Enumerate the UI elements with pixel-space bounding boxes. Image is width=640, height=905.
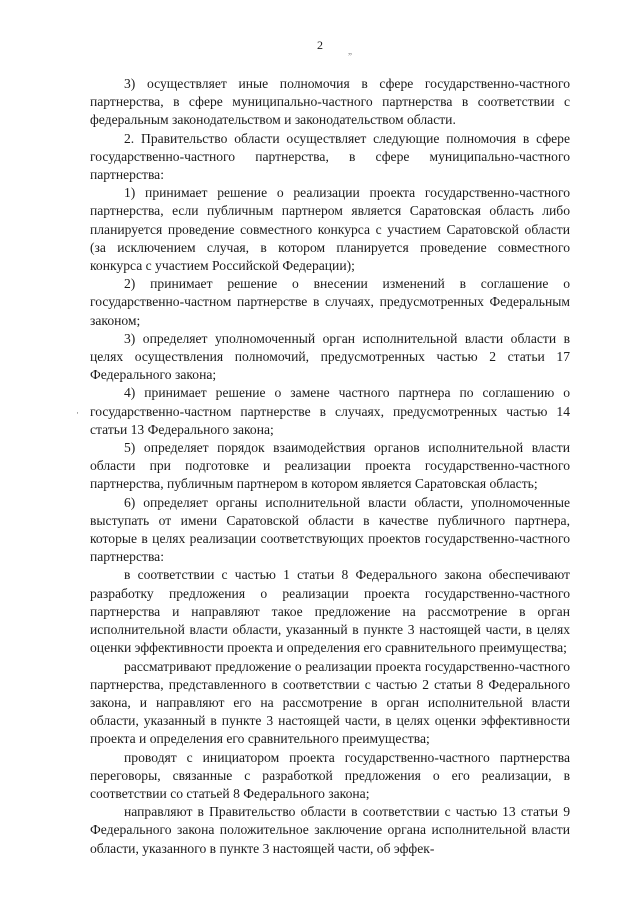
scan-mark: „: [348, 46, 352, 56]
document-body: [90, 75, 570, 858]
scan-dot: ·: [76, 408, 79, 418]
paragraph-section-2-intro: 2. Правительство области осуществляет следующие полномочия в сфере государственно-частного партнерства, в сфере муниципально-частного партнерства:: [90, 130, 570, 183]
paragraph-item-5: 5) определяет порядок взаимодействия органов исполнительной власти области при подготовке и реализации проекта государственно-частного партнерства, публичным партнером в котором является Саратовская область;: [90, 440, 570, 492]
paragraph-item-6: 6) определяет органы исполнительной власти области, уполномоченные выступать от имени Саратовской области в качестве публичного партнера, которые в целях реализации соответствующих проектов государственно-частного партнерства:: [90, 494, 570, 565]
paragraph-item-2: 2) принимает решение о внесении изменений в соглашение о государственно-частном партнерстве в случаях, предусмотренных Федеральным законом;: [90, 276, 570, 328]
paragraph-subitem-develop-proposal: в соответствии с частью 1 статьи 8 Федерального закона обеспечивают разработку предложения о реализации проекта государственно-частного партнерства и направляют такое предложение на рассмотрение в орган исполнительной власти области, указанный в пункте 3 настоящей части, в целях оценки эффективности проекта и определения его сравнительного преимущества;: [90, 567, 570, 656]
paragraph-item-4: 4) принимает решение о замене частного партнера по соглашению о государственно-частном партнерстве в случаях, предусмотренных частью 14 статьи 13 Федерального закона;: [90, 385, 570, 437]
paragraph-subitem-negotiations: проводят с инициатором проекта государственно-частного партнерства переговоры, связанные с разработкой предложения о его реализации, в соответствии со статьей 8 Федерального закона;: [90, 749, 570, 801]
paragraph-item-3: 3) определяет уполномоченный орган исполнительной власти области в целях осуществления полномочий, предусмотренных частью 2 статьи 17 Федерального закона;: [90, 330, 570, 383]
paragraph-item-1: 1) принимает решение о реализации проекта государственно-частного партнерства, если публичным партнером является Саратовская область либо планируется проведение совместного конкурса с участием Саратовской области (за исключением случая, в котором планируется проведение совместного конкурса с участием Российской Федерации);: [90, 185, 570, 274]
paragraph-item-3-other-powers: 3) осуществляет иные полномочия в сфере государственно-частного партнерства, в сфере муниципально-частного партнерства в соответствии с федеральным законодательством и законодательством области.: [90, 76, 570, 128]
paragraph-subitem-send-conclusion: направляют в Правительство области в соответствии с частью 13 статьи 9 Федерального закона положительное заключение органа исполнительной власти области, указанного в пункте 3 настоящей части, об эффек-: [90, 804, 570, 856]
page-number: 2: [317, 38, 323, 52]
paragraph-subitem-review-proposal: рассматривают предложение о реализации проекта государственно-частного партнерства, представленного в соответствии с частью 2 статьи 8 Федерального закона, и направляют его на рассмотрение в орган исполнительной власти области, указанный в пункте 3 настоящей части, в целях оценки эффективности проекта и определения его сравнительного преимущества;: [90, 658, 570, 747]
